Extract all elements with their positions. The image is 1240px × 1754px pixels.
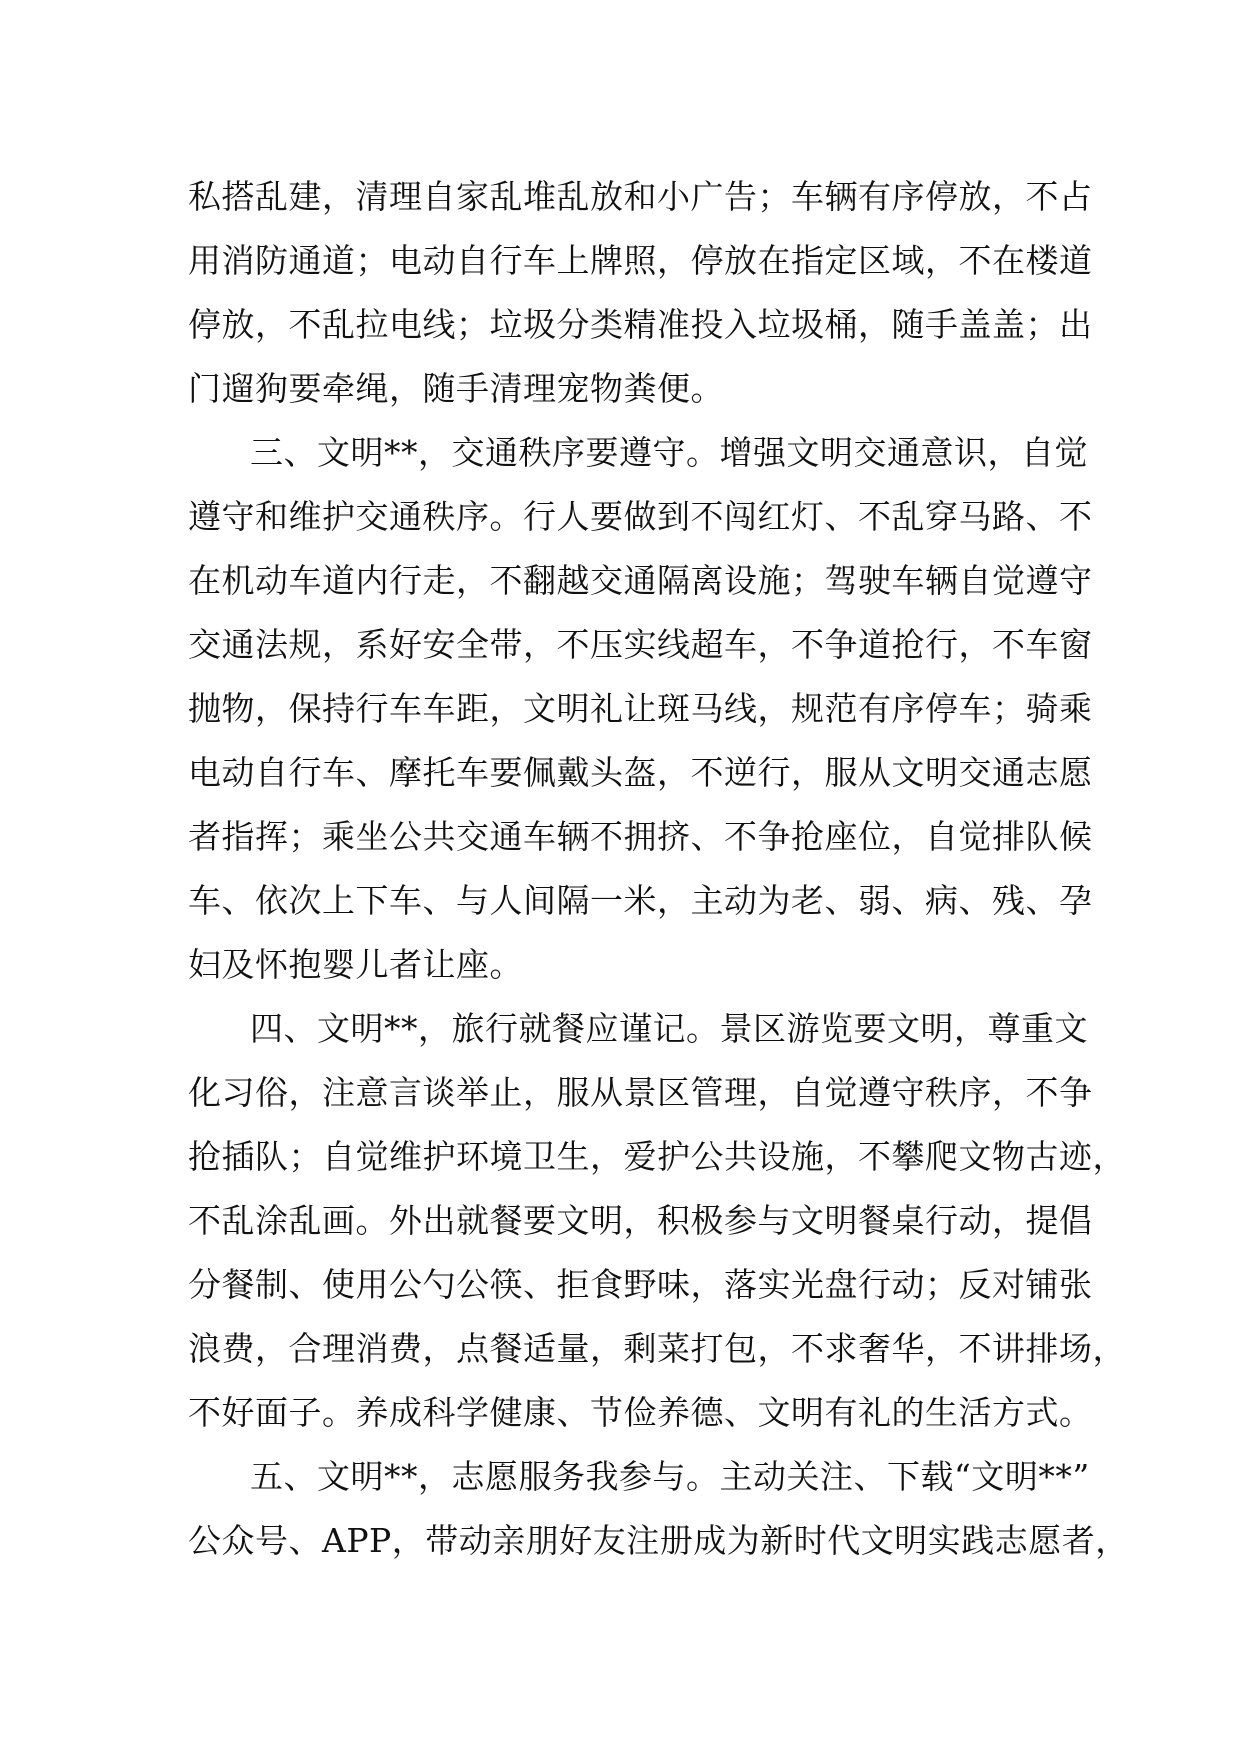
text-line: 不好面子。养成科学健康、节俭养德、文明有礼的生活方式。: [188, 1393, 1093, 1432]
text-line: 电动自行车、摩托车要佩戴头盔，不逆行，服从文明交通志愿: [188, 753, 1093, 792]
text-line: 浪费，合理消费，点餐适量，剩菜打包，不求奢华，不讲排场，: [188, 1329, 1126, 1368]
text-line: 妇及怀抱婴儿者让座。: [188, 945, 523, 984]
text-line: 用消防通道；电动自行车上牌照，停放在指定区域，不在楼道: [188, 241, 1093, 280]
section-five-heading-line: 五、文明**，志愿服务我参与。主动关注、下载“文明**”: [250, 1457, 1090, 1496]
text-line: 公众号、APP，带动亲朋好友注册成为新时代文明实践志愿者，: [188, 1521, 1129, 1560]
text-line: 私搭乱建，清理自家乱堆乱放和小广告；车辆有序停放，不占: [188, 177, 1093, 216]
text-line: 停放，不乱拉电线；垃圾分类精准投入垃圾桶，随手盖盖；出: [188, 305, 1093, 344]
text-line: 在机动车道内行走，不翻越交通隔离设施；驾驶车辆自觉遵守: [188, 561, 1093, 600]
text-line: 车、依次上下车、与人间隔一米，主动为老、弱、病、残、孕: [188, 881, 1093, 920]
text-line: 遵守和维护交通秩序。行人要做到不闯红灯、不乱穿马路、不: [188, 497, 1093, 536]
text-line: 不乱涂乱画。外出就餐要文明，积极参与文明餐桌行动，提倡: [188, 1201, 1093, 1240]
text-line: 门遛狗要牵绳，随手清理宠物粪便。: [188, 369, 724, 408]
document-body: [188, 165, 1129, 1573]
text-line: 者指挥；乘坐公共交通车辆不拥挤、不争抢座位，自觉排队候: [188, 817, 1093, 856]
text-line: 抢插队；自觉维护环境卫生，爱护公共设施，不攀爬文物古迹，: [188, 1137, 1126, 1176]
text-line: 化习俗，注意言谈举止，服从景区管理，自觉遵守秩序，不争: [188, 1073, 1093, 1112]
text-line: 交通法规，系好安全带，不压实线超车，不争道抢行，不车窗: [188, 625, 1093, 664]
text-line: 分餐制、使用公勺公筷、拒食野味，落实光盘行动；反对铺张: [188, 1265, 1093, 1304]
text-line: 抛物，保持行车车距，文明礼让斑马线，规范有序停车；骑乘: [188, 689, 1093, 728]
section-three-heading-line: 三、文明**，交通秩序要遵守。增强文明交通意识，自觉: [250, 433, 1088, 472]
section-four-heading-line: 四、文明**，旅行就餐应谨记。景区游览要文明，尊重文: [250, 1009, 1088, 1048]
